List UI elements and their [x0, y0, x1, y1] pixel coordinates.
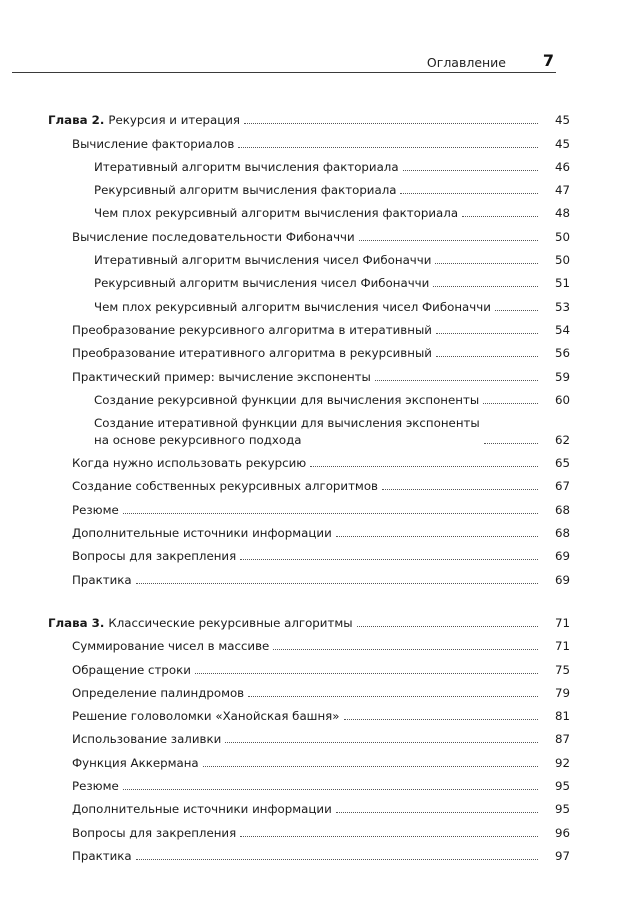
toc-entry[interactable] — [0, 267, 629, 290]
dot-leader — [495, 310, 538, 311]
toc-entry[interactable] — [0, 700, 629, 723]
dot-leader — [400, 193, 538, 194]
toc-page-number: 50 — [554, 229, 570, 244]
toc-page-number: 75 — [554, 662, 570, 677]
toc-entry-text: Обращение строки — [72, 662, 191, 677]
dot-leader — [123, 513, 538, 514]
toc-page-number: 95 — [554, 779, 570, 794]
toc-entry-title — [72, 802, 334, 816]
chapter-label: Глава 3. — [48, 615, 105, 630]
toc-entry[interactable] — [0, 384, 629, 407]
toc-entry-text: Функция Аккермана — [72, 755, 199, 770]
toc-entry-text: Резюме — [72, 502, 119, 517]
toc-entry-title — [94, 416, 482, 447]
toc-entry-title — [72, 663, 193, 677]
header-section-title: Оглавление — [426, 55, 506, 70]
dot-leader — [136, 583, 538, 584]
toc-page-number: 96 — [554, 825, 570, 840]
toc-entry-text: Определение палиндромов — [72, 685, 245, 700]
toc-entry[interactable] — [0, 770, 629, 793]
toc-entry-title — [72, 709, 342, 723]
toc-entry-text-continued: на основе рекурсивного подхода — [94, 432, 302, 447]
toc-page-number: 46 — [554, 159, 570, 174]
toc-entry-title — [72, 826, 238, 840]
dot-leader — [238, 147, 538, 148]
toc-page-number: 45 — [554, 136, 570, 151]
dot-leader — [195, 673, 538, 674]
dot-leader — [336, 536, 538, 537]
toc-chapter-entry[interactable] — [0, 607, 629, 630]
toc-page-number: 45 — [554, 113, 570, 128]
toc-entry-text: Дополнительные источники информации — [72, 802, 332, 817]
toc-page-number: 81 — [554, 709, 570, 724]
toc-entry[interactable] — [0, 470, 629, 493]
chapter-label: Глава 2. — [48, 113, 105, 128]
toc-page-number: 92 — [554, 755, 570, 770]
toc-entry-text: Вычисление факториалов — [72, 136, 235, 151]
toc-entry[interactable] — [0, 630, 629, 653]
toc-page-number: 54 — [554, 322, 570, 337]
toc-entry-title — [94, 160, 401, 174]
toc-entry-title — [94, 300, 493, 314]
toc-entry-text: Классические рекурсивные алгоритмы — [108, 615, 353, 630]
toc-page-number: 50 — [554, 253, 570, 268]
toc-entry-title — [72, 779, 121, 793]
toc-entry-text: Создание рекурсивной функции для вычисления экспоненты — [94, 392, 480, 407]
toc-page-number: 59 — [554, 369, 570, 384]
dot-leader — [435, 263, 538, 264]
dot-leader — [462, 216, 538, 217]
header-page-number: 7 — [542, 51, 554, 70]
toc-page-number: 69 — [554, 572, 570, 587]
toc-entry-text: Создание собственных рекурсивных алгоритмов — [72, 479, 379, 494]
toc-entry[interactable] — [0, 653, 629, 676]
toc-entry-text: Резюме — [72, 779, 119, 794]
toc-entry[interactable] — [0, 220, 629, 243]
dot-leader — [244, 123, 538, 124]
toc-page-number: 65 — [554, 456, 570, 471]
toc-entry-title — [72, 549, 238, 563]
toc-page-number: 48 — [554, 206, 570, 221]
toc-entry[interactable] — [0, 517, 629, 540]
dot-leader — [248, 696, 538, 697]
toc-entry[interactable] — [0, 360, 629, 383]
dot-leader — [136, 859, 538, 860]
toc-entry-title — [72, 503, 121, 517]
toc-entry[interactable] — [0, 540, 629, 563]
toc-entry-text: Вопросы для закрепления — [72, 825, 237, 840]
toc-page-number: 97 — [554, 848, 570, 863]
toc-entry-title — [72, 230, 357, 244]
dot-leader — [436, 356, 538, 357]
toc-entry[interactable] — [0, 723, 629, 746]
toc-entry[interactable] — [0, 563, 629, 586]
toc-entry[interactable] — [0, 493, 629, 516]
toc-entry-text: Преобразование итеративного алгоритма в рекурсивный — [72, 346, 432, 361]
toc-page-number: 53 — [554, 299, 570, 314]
toc-entry-title — [72, 732, 223, 746]
toc-entry-title — [94, 253, 433, 267]
dot-leader — [483, 403, 538, 404]
toc-entry-text: Решение головоломки «Ханойская башня» — [72, 709, 340, 724]
toc-entry[interactable] — [0, 127, 629, 150]
toc-entry-title — [72, 756, 201, 770]
toc-entry-title — [94, 206, 460, 220]
toc-page-number: 68 — [554, 502, 570, 517]
toc-entry-text: Итеративный алгоритм вычисления факториала — [94, 159, 399, 174]
toc-entry-text: Чем плох рекурсивный алгоритм вычисления чисел Фибоначчи — [94, 299, 491, 314]
toc-entry[interactable] — [0, 447, 629, 470]
toc-entry-title — [72, 323, 434, 337]
toc-entry-text: Рекурсивный алгоритм вычисления чисел Фибоначчи — [94, 276, 430, 291]
toc-page-number: 56 — [554, 346, 570, 361]
dot-leader — [203, 766, 538, 767]
toc-page-number: 71 — [554, 639, 570, 654]
toc-entry-text: Вычисление последовательности Фибоначчи — [72, 229, 355, 244]
toc-entry-title — [72, 639, 271, 653]
toc-entry-text: Когда нужно использовать рекурсию — [72, 456, 307, 471]
toc-page-number: 87 — [554, 732, 570, 747]
toc-entry-title — [72, 849, 134, 863]
toc-entry[interactable] — [0, 793, 629, 816]
toc-page-number: 67 — [554, 479, 570, 494]
toc-page-number: 51 — [554, 276, 570, 291]
toc-entry-title — [94, 276, 431, 290]
dot-leader — [344, 719, 539, 720]
dot-leader — [436, 333, 538, 334]
toc-entry[interactable] — [0, 151, 629, 174]
toc-entry-text: Создание итеративной функции для вычисления экспоненты — [94, 415, 480, 430]
toc-entry-title — [72, 686, 246, 700]
toc-entry-text: Практика — [72, 572, 132, 587]
dot-leader — [357, 626, 538, 627]
toc-entry-title — [48, 616, 355, 630]
toc-page-number: 68 — [554, 526, 570, 541]
toc-entry-text: Дополнительные источники информации — [72, 526, 332, 541]
toc-page-number: 95 — [554, 802, 570, 817]
toc-entry-text: Преобразование рекурсивного алгоритма в итеративный — [72, 322, 432, 337]
toc-page-number: 71 — [554, 615, 570, 630]
chapter-gap — [0, 587, 629, 607]
toc-entry-text: Практический пример: вычисление экспоненты — [72, 369, 371, 384]
toc-entry-title — [94, 393, 481, 407]
dot-leader — [310, 466, 538, 467]
toc-entry-title — [72, 456, 308, 470]
toc-entry-title — [72, 573, 134, 587]
toc-entry[interactable] — [0, 840, 629, 863]
dot-leader — [484, 443, 538, 444]
dot-leader — [382, 489, 538, 490]
toc-entry-title — [72, 526, 334, 540]
toc-entry-text: Рекурсия и итерация — [108, 113, 241, 128]
toc-entry[interactable] — [0, 290, 629, 313]
toc-entry[interactable] — [0, 197, 629, 220]
toc-entry-title — [94, 183, 398, 197]
table-of-contents — [0, 104, 629, 863]
dot-leader — [240, 559, 538, 560]
toc-entry-title — [72, 370, 373, 384]
toc-entry-text: Рекурсивный алгоритм вычисления факториала — [94, 183, 397, 198]
toc-entry[interactable] — [0, 244, 629, 267]
toc-page-number: 60 — [554, 392, 570, 407]
dot-leader — [359, 240, 538, 241]
toc-entry-text: Практика — [72, 848, 132, 863]
toc-entry-text: Итеративный алгоритм вычисления чисел Фибоначчи — [94, 253, 432, 268]
toc-entry[interactable] — [0, 337, 629, 360]
toc-entry-text: Чем плох рекурсивный алгоритм вычисления факториала — [94, 206, 459, 221]
toc-entry[interactable] — [0, 816, 629, 839]
running-header — [12, 52, 556, 73]
toc-entry[interactable] — [0, 314, 629, 337]
toc-page-number: 79 — [554, 685, 570, 700]
toc-entry[interactable] — [0, 407, 629, 447]
toc-page-number: 47 — [554, 183, 570, 198]
toc-entry-text: Суммирование чисел в массиве — [72, 639, 270, 654]
dot-leader — [240, 836, 538, 837]
toc-entry[interactable] — [0, 746, 629, 769]
toc-entry-title — [48, 113, 242, 127]
toc-entry-text: Вопросы для закрепления — [72, 549, 237, 564]
toc-page-number: 62 — [554, 432, 570, 447]
toc-entry[interactable] — [0, 677, 629, 700]
dot-leader — [225, 742, 538, 743]
dot-leader — [336, 812, 538, 813]
dot-leader — [123, 789, 538, 790]
toc-entry-text: Использование заливки — [72, 732, 222, 747]
dot-leader — [375, 380, 538, 381]
toc-page-number: 69 — [554, 549, 570, 564]
dot-leader — [403, 170, 538, 171]
toc-entry[interactable] — [0, 174, 629, 197]
toc-entry-title — [72, 346, 434, 360]
dot-leader — [433, 286, 538, 287]
toc-chapter-entry[interactable] — [0, 104, 629, 127]
toc-entry-title — [72, 137, 236, 151]
toc-entry-title — [72, 479, 380, 493]
dot-leader — [273, 649, 538, 650]
